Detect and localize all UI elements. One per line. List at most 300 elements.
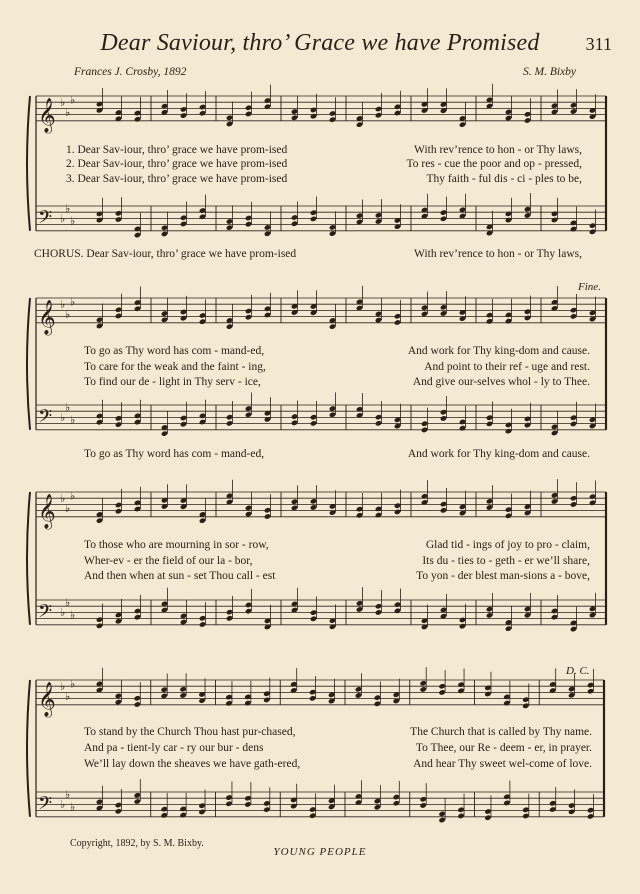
- note-head: [484, 691, 491, 697]
- note-head: [115, 313, 122, 319]
- chorus-line: To go as Thy word has com - mand-ed, And work for Thy king-dom and cause.: [84, 448, 590, 460]
- note-head: [551, 608, 558, 614]
- note-head: [568, 802, 575, 808]
- note-head: [440, 415, 447, 421]
- note-head: [505, 513, 512, 519]
- note-head: [356, 121, 363, 127]
- note-head: [263, 690, 270, 696]
- note-head: [161, 317, 168, 323]
- note-head: [310, 504, 317, 510]
- note-head: [438, 817, 445, 823]
- note-head: [179, 692, 186, 698]
- note-head: [329, 110, 336, 116]
- note-head: [570, 226, 577, 232]
- note-head: [245, 602, 252, 608]
- note-head: [457, 688, 464, 694]
- note-head: [375, 112, 382, 118]
- flat-sign: ♭: [70, 800, 76, 814]
- note-head: [225, 694, 232, 700]
- note-head: [115, 508, 122, 514]
- note-head: [375, 609, 382, 615]
- note-head: [457, 813, 464, 819]
- system-brace: [27, 680, 30, 817]
- note-head: [505, 318, 512, 324]
- flat-sign: ♭: [65, 401, 71, 415]
- note-head: [264, 97, 271, 103]
- note-head: [115, 808, 122, 814]
- note-head: [505, 422, 512, 428]
- flat-sign: ♭: [65, 596, 71, 610]
- lyric-line: 3. Dear Sav-iour, thro’ grace we have prom-ised Thy faith - ful dis - ci - ples to be,: [66, 173, 582, 185]
- note-head: [115, 693, 122, 699]
- note-head: [486, 312, 493, 318]
- note-head: [134, 614, 141, 620]
- note-head: [161, 812, 168, 818]
- note-head: [264, 513, 271, 519]
- note-head: [524, 422, 531, 428]
- flat-sign: ♭: [60, 95, 66, 109]
- note-head: [96, 517, 103, 523]
- note-head: [199, 207, 206, 213]
- note-head: [115, 415, 122, 421]
- note-head: [587, 807, 594, 813]
- note-head: [161, 430, 168, 436]
- note-head: [457, 807, 464, 813]
- note-head: [551, 109, 558, 115]
- note-head: [226, 224, 233, 230]
- flat-sign: ♭: [65, 689, 71, 703]
- note-head: [375, 603, 382, 609]
- note-head: [226, 121, 233, 127]
- note-head: [264, 104, 271, 110]
- note-head: [264, 224, 271, 230]
- note-head: [161, 806, 168, 812]
- note-head: [244, 801, 251, 807]
- note-head: [589, 229, 596, 235]
- note-head: [96, 317, 103, 323]
- lyric-line: And pa - tient-ly car - ry our bur - dens To Thee, our Re - deem - er, in prayer.: [84, 742, 592, 754]
- note-head: [551, 614, 558, 620]
- note-head: [420, 686, 427, 692]
- note-head: [375, 512, 382, 518]
- note-head: [549, 687, 556, 693]
- hymn-title: Dear Saviour, thro’ Grace we have Promised: [100, 30, 540, 56]
- note-head: [570, 501, 577, 507]
- note-head: [524, 416, 531, 422]
- note-head: [522, 696, 529, 702]
- note-head: [134, 419, 141, 425]
- note-head: [440, 304, 447, 310]
- note-head: [484, 808, 491, 814]
- note-head: [96, 616, 103, 622]
- note-head: [551, 492, 558, 498]
- flat-sign: ♭: [70, 413, 76, 427]
- flat-sign: ♭: [70, 214, 76, 228]
- note-head: [115, 699, 122, 705]
- note-head: [440, 507, 447, 513]
- fine-marker: Fine.: [578, 281, 601, 293]
- note-head: [199, 104, 206, 110]
- note-head: [505, 428, 512, 434]
- note-head: [375, 317, 382, 323]
- note-head: [587, 682, 594, 688]
- note-head: [440, 501, 447, 507]
- note-head: [421, 304, 428, 310]
- note-head: [245, 105, 252, 111]
- note-head: [375, 311, 382, 317]
- note-head: [134, 695, 141, 701]
- note-head: [161, 686, 168, 692]
- treble-clef: 𝄞: [38, 681, 56, 717]
- bass-clef: 𝄢: [38, 207, 53, 233]
- note-head: [486, 421, 493, 427]
- note-head: [245, 308, 252, 314]
- note-head: [180, 421, 187, 427]
- note-head: [524, 315, 531, 321]
- note-head: [394, 110, 401, 116]
- collection-name: YOUNG PEOPLE: [273, 846, 367, 858]
- note-head: [459, 617, 466, 623]
- system-brace: [27, 96, 30, 231]
- page-number: 311: [585, 34, 612, 54]
- note-head: [570, 495, 577, 501]
- note-head: [310, 616, 317, 622]
- note-head: [179, 812, 186, 818]
- note-head: [329, 116, 336, 122]
- flat-sign: ♭: [65, 105, 71, 119]
- note-head: [505, 217, 512, 223]
- note-head: [329, 230, 336, 236]
- note-head: [291, 115, 298, 121]
- note-head: [290, 803, 297, 809]
- note-head: [179, 806, 186, 812]
- note-head: [524, 111, 531, 117]
- note-head: [355, 692, 362, 698]
- note-head: [505, 312, 512, 318]
- copyright-notice: Copyright, 1892, by S. M. Bixby.: [70, 838, 204, 849]
- note-head: [199, 110, 206, 116]
- note-head: [420, 796, 427, 802]
- note-head: [199, 312, 206, 318]
- flat-sign: ♭: [60, 297, 66, 311]
- note-head: [484, 685, 491, 691]
- note-head: [524, 206, 531, 212]
- flat-sign: ♭: [70, 677, 76, 691]
- note-head: [375, 218, 382, 224]
- note-head: [440, 310, 447, 316]
- note-head: [394, 502, 401, 508]
- note-head: [329, 323, 336, 329]
- note-head: [180, 315, 187, 321]
- note-head: [226, 323, 233, 329]
- note-head: [245, 511, 252, 517]
- flat-sign: ♭: [60, 606, 66, 620]
- note-head: [134, 701, 141, 707]
- note-head: [198, 802, 205, 808]
- note-head: [505, 109, 512, 115]
- note-head: [309, 695, 316, 701]
- note-head: [245, 505, 252, 511]
- note-head: [291, 108, 298, 114]
- note-head: [505, 115, 512, 121]
- bass-clef: 𝄢: [38, 601, 53, 627]
- note-head: [180, 613, 187, 619]
- note-head: [245, 215, 252, 221]
- note-head: [244, 694, 251, 700]
- note-head: [551, 424, 558, 430]
- note-head: [524, 212, 531, 218]
- flat-sign: ♭: [65, 788, 71, 802]
- note-head: [225, 801, 232, 807]
- note-head: [568, 692, 575, 698]
- note-head: [522, 703, 529, 709]
- note-head: [459, 623, 466, 629]
- note-head: [587, 813, 594, 819]
- note-head: [356, 219, 363, 225]
- note-head: [134, 299, 141, 305]
- note-head: [374, 798, 381, 804]
- note-head: [161, 693, 168, 699]
- note-head: [421, 311, 428, 317]
- flat-sign: ♭: [70, 489, 76, 503]
- note-head: [355, 793, 362, 799]
- note-head: [226, 414, 233, 420]
- note-head: [134, 506, 141, 512]
- note-head: [438, 683, 445, 689]
- note-head: [199, 413, 206, 419]
- note-head: [244, 795, 251, 801]
- note-head: [263, 806, 270, 812]
- note-head: [394, 104, 401, 110]
- lyric-line: To those who are mourning in sor - row, Glad tid - ings of joy to pro - claim,: [84, 539, 590, 551]
- note-head: [310, 113, 317, 119]
- note-head: [310, 420, 317, 426]
- flat-sign: ♭: [70, 608, 76, 622]
- note-head: [549, 800, 556, 806]
- flat-sign: ♭: [65, 307, 71, 321]
- note-head: [263, 800, 270, 806]
- note-head: [161, 231, 168, 237]
- note-head: [393, 800, 400, 806]
- note-head: [355, 799, 362, 805]
- note-head: [161, 225, 168, 231]
- note-head: [291, 214, 298, 220]
- note-head: [524, 308, 531, 314]
- note-head: [589, 500, 596, 506]
- lyric-line: To care for the weak and the faint - ing, And point to their ref - uge and rest.: [84, 361, 590, 373]
- note-head: [96, 419, 103, 425]
- note-head: [589, 222, 596, 228]
- note-head: [134, 413, 141, 419]
- note-head: [199, 621, 206, 627]
- dc-marker: D. C.: [566, 665, 590, 677]
- note-head: [570, 421, 577, 427]
- note-head: [134, 110, 141, 116]
- note-head: [570, 307, 577, 313]
- note-head: [264, 507, 271, 513]
- note-head: [226, 615, 233, 621]
- lyric-line: 1. Dear Sav-iour, thro’ grace we have prom-ised With rev’rence to hon - or Thy laws,: [66, 144, 582, 156]
- note-head: [264, 230, 271, 236]
- note-head: [225, 700, 232, 706]
- lyric-line: 2. Dear Sav-iour, thro’ grace we have prom-ised To res - cue the poor and op - pressed,: [66, 158, 582, 170]
- note-head: [394, 319, 401, 325]
- note-head: [134, 798, 141, 804]
- note-head: [356, 600, 363, 606]
- note-head: [291, 221, 298, 227]
- note-head: [180, 112, 187, 118]
- note-head: [161, 310, 168, 316]
- note-head: [551, 211, 558, 217]
- note-head: [134, 306, 141, 312]
- treble-clef: 𝄞: [38, 299, 56, 335]
- flat-sign: ♭: [65, 202, 71, 216]
- note-head: [551, 430, 558, 436]
- note-head: [440, 216, 447, 222]
- note-head: [375, 420, 382, 426]
- lyric-line: Wher-ev - er the field of our la - bor, Its du - ties to - geth - er we’ll share,: [84, 555, 590, 567]
- note-head: [115, 421, 122, 427]
- note-head: [551, 102, 558, 108]
- note-head: [484, 814, 491, 820]
- note-head: [570, 102, 577, 108]
- note-head: [199, 419, 206, 425]
- note-head: [180, 619, 187, 625]
- note-head: [522, 807, 529, 813]
- note-head: [457, 681, 464, 687]
- note-head: [115, 307, 122, 313]
- bass-clef: 𝄢: [38, 793, 53, 819]
- note-head: [503, 800, 510, 806]
- flat-sign: ♭: [60, 679, 66, 693]
- note-head: [115, 802, 122, 808]
- note-head: [291, 413, 298, 419]
- note-head: [356, 606, 363, 612]
- note-head: [329, 224, 336, 230]
- note-head: [245, 111, 252, 117]
- note-head: [459, 121, 466, 127]
- lyric-line: To stand by the Church Thou hast pur-chased, The Church that is called by Thy name.: [84, 726, 592, 738]
- note-head: [291, 505, 298, 511]
- note-head: [394, 509, 401, 515]
- note-head: [309, 689, 316, 695]
- note-head: [264, 312, 271, 318]
- note-head: [356, 506, 363, 512]
- note-head: [134, 116, 141, 122]
- note-head: [440, 409, 447, 415]
- note-head: [134, 792, 141, 798]
- note-head: [199, 517, 206, 523]
- note-head: [375, 212, 382, 218]
- note-head: [486, 606, 493, 612]
- note-head: [356, 512, 363, 518]
- note-head: [244, 700, 251, 706]
- note-head: [310, 216, 317, 222]
- note-head: [180, 215, 187, 221]
- note-head: [589, 493, 596, 499]
- note-head: [310, 107, 317, 113]
- note-head: [421, 427, 428, 433]
- note-head: [421, 420, 428, 426]
- note-head: [570, 313, 577, 319]
- note-head: [96, 217, 103, 223]
- composer-credit: S. M. Bixby: [522, 66, 576, 78]
- note-head: [180, 415, 187, 421]
- note-head: [309, 813, 316, 819]
- note-head: [394, 601, 401, 607]
- note-head: [568, 809, 575, 815]
- note-head: [134, 500, 141, 506]
- note-head: [587, 688, 594, 694]
- lyric-line: And then when at sun - set Thou call - est To yon - der blest man-sions a - bove,: [84, 570, 590, 582]
- flat-sign: ♭: [60, 411, 66, 425]
- note-head: [199, 615, 206, 621]
- note-head: [310, 609, 317, 615]
- note-head: [420, 680, 427, 686]
- note-head: [310, 414, 317, 420]
- note-head: [309, 806, 316, 812]
- note-head: [134, 608, 141, 614]
- note-head: [115, 210, 122, 216]
- system-brace: [27, 492, 30, 625]
- note-head: [134, 232, 141, 238]
- flat-sign: ♭: [70, 295, 76, 309]
- note-head: [522, 813, 529, 819]
- note-head: [459, 419, 466, 425]
- note-head: [570, 414, 577, 420]
- note-head: [549, 806, 556, 812]
- note-head: [355, 686, 362, 692]
- note-head: [226, 609, 233, 615]
- note-head: [199, 214, 206, 220]
- flat-sign: ♭: [60, 798, 66, 812]
- note-head: [356, 212, 363, 218]
- author-credit: Frances J. Crosby, 1892: [74, 66, 187, 78]
- note-head: [570, 220, 577, 226]
- note-head: [245, 221, 252, 227]
- lyric-line: To find our de - light in Thy serv - ice, And give our-selves whol - ly to Thee.: [84, 376, 590, 388]
- treble-clef: 𝄞: [38, 97, 56, 133]
- note-head: [291, 420, 298, 426]
- note-head: [438, 689, 445, 695]
- note-head: [375, 506, 382, 512]
- treble-clef: 𝄞: [38, 493, 56, 529]
- note-head: [486, 612, 493, 618]
- note-head: [568, 686, 575, 692]
- note-head: [96, 413, 103, 419]
- note-head: [180, 309, 187, 315]
- note-head: [264, 306, 271, 312]
- bass-clef: 𝄢: [38, 406, 53, 432]
- note-head: [503, 794, 510, 800]
- chorus-line: CHORUS. Dear Sav-iour, thro’ grace we have prom-ised With rev’rence to hon - or Thy laws,: [34, 248, 582, 260]
- note-head: [245, 314, 252, 320]
- note-head: [524, 612, 531, 618]
- lyric-line: To go as Thy word has com - mand-ed, And work for Thy king-dom and cause.: [84, 345, 590, 357]
- note-head: [551, 217, 558, 223]
- note-head: [524, 117, 531, 123]
- note-head: [96, 211, 103, 217]
- note-head: [440, 209, 447, 215]
- note-head: [226, 115, 233, 121]
- note-head: [375, 106, 382, 112]
- note-head: [505, 506, 512, 512]
- note-head: [198, 809, 205, 815]
- note-head: [459, 425, 466, 431]
- note-head: [374, 694, 381, 700]
- note-head: [374, 701, 381, 707]
- note-head: [505, 211, 512, 217]
